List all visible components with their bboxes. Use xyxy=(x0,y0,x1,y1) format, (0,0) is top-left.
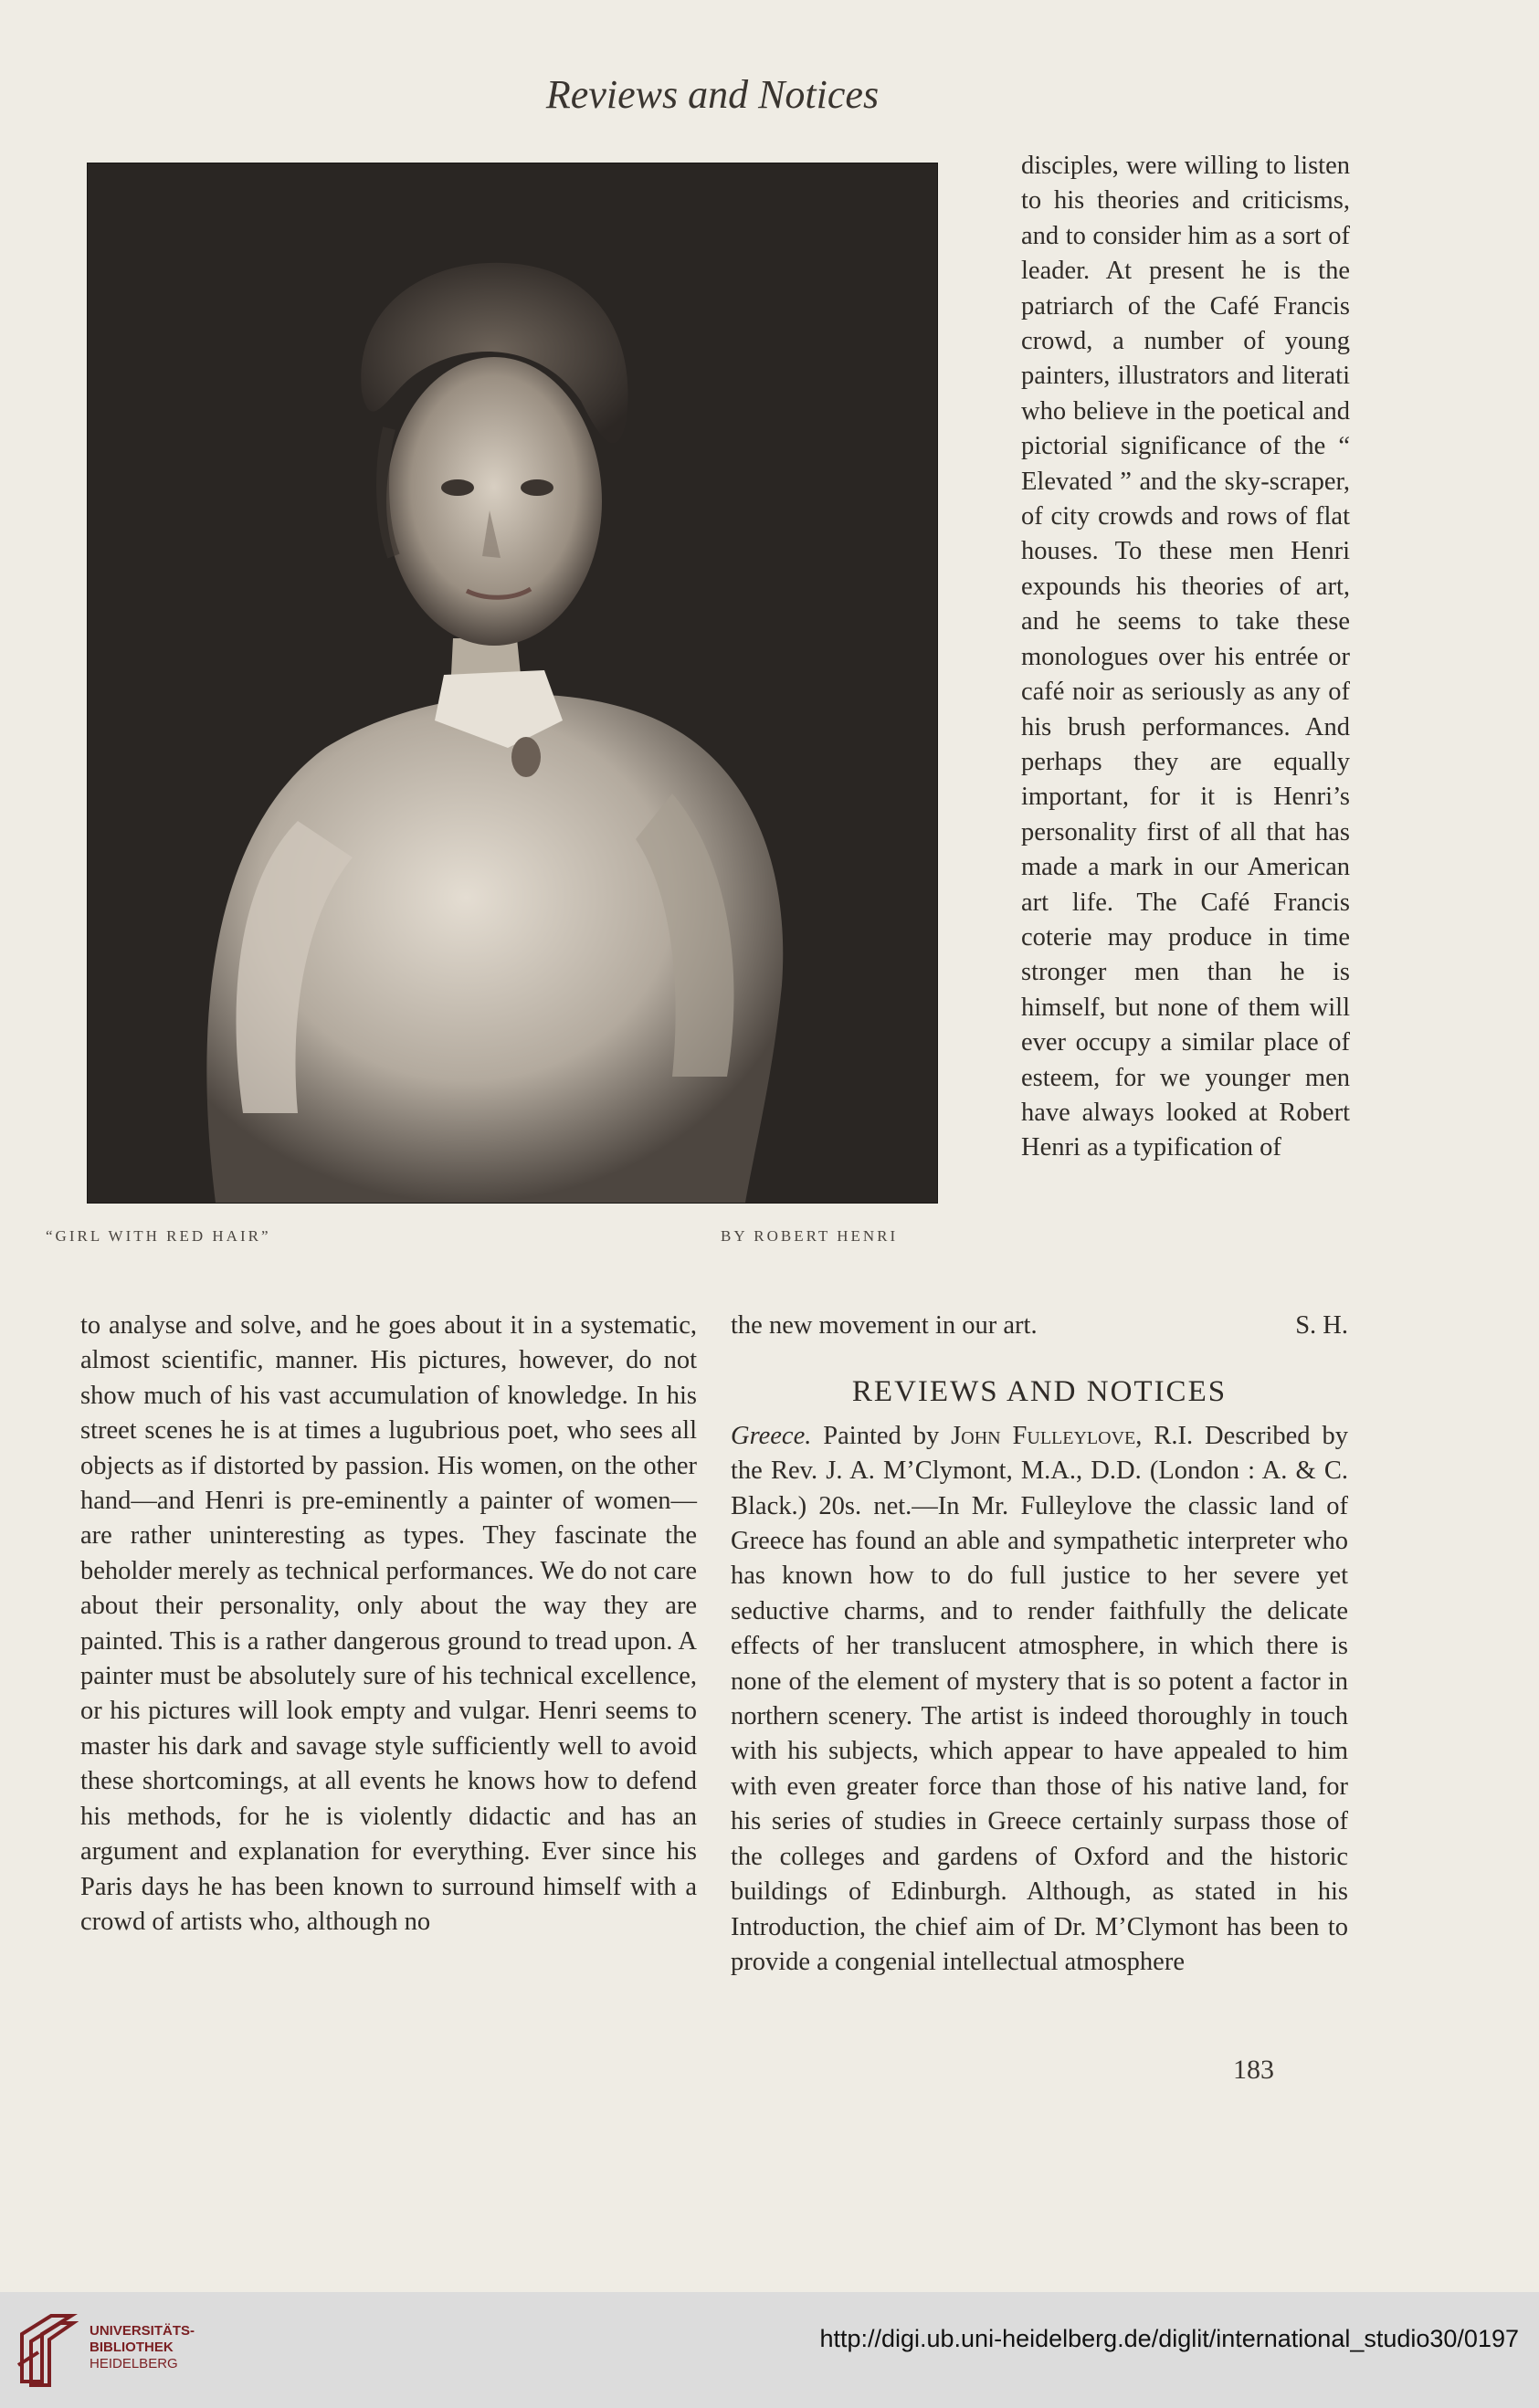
paragraph-right-top: disciples, were willing to listen to his theories and criticisms, and to consider him as a sort of leader. At present he is the patriarch of the Café Francis crowd, a number of young painters, illustrators and literati who believe in the poetical and pictorial significance of the “ Elevated ” and the sky-scraper, of city crowds and rows of flat houses. To these men Henri expounds his theories of art, and he seems to take these monologues over his entrée or café noir as seriously as any of his brush performances. And perhaps they are equally important, for it is Henri’s personality first of all that has made a mark in our American art life. The Café Francis coterie may produce in time stronger men than he is himself, but none of them will ever occupy a similar place of esteem, for we younger men have always looked at Robert Henri as a typification of xyxy=(1021,152,1350,1162)
digitization-footer xyxy=(0,2292,1539,2408)
left-column xyxy=(80,1309,697,1940)
portrait-plate xyxy=(87,163,938,1204)
paragraph-left: to analyse and solve, and he goes about it in a systematic, almost scientific, manner. His pictures, however, do not show much of his vast accumulation of knowledge. In his street scenes he is at times a lugubrious poet, who sees all objects as if distorted by passion. His women, on the other hand—and Henri is pre-eminently a painter of women—are rather uninteresting as types. They fascinate the beholder merely as technical performances. We do not care about their personality, only about the way they are painted. This is a rather dangerous ground to tread upon. A painter must be absolutely sure of his technical excellence, or his pictures will look empty and vulgar. Henri seems to master his dark and savage style sufficiently well to avoid these shortcomings, at all events he knows how to defend his methods, for he is violently didactic and has an argument and explanation for everything. Ever since his Paris days he has been known to surround himself with a crowd of artists who, although no xyxy=(80,1311,697,1936)
review-title: Greece. xyxy=(731,1421,812,1450)
library-name xyxy=(90,2323,195,2372)
review-paragraph xyxy=(731,1419,1348,1981)
library-name-line2: BIBLIOTHEK xyxy=(90,2340,174,2355)
library-name-line1: UNIVERSITÄTS- xyxy=(90,2323,195,2339)
closing-line xyxy=(731,1309,1348,1343)
closing-text: the new movement in our art. xyxy=(731,1311,1038,1340)
review-lead: Painted by xyxy=(811,1421,952,1450)
library-logo-icon xyxy=(15,2310,79,2389)
plate-caption-artist: BY ROBERT HENRI xyxy=(721,1227,899,1245)
library-name-line3: HEIDELBERG xyxy=(90,2356,178,2371)
source-url-link[interactable]: http://digi.ub.uni-heidelberg.de/diglit/international_studio30/0197 xyxy=(819,2325,1519,2352)
portrait-image xyxy=(88,163,937,1203)
painter-name: John Fulleylove xyxy=(951,1421,1136,1450)
right-column-top xyxy=(1021,149,1350,1166)
review-body: , R.I. Described by the Rev. J. A. M’Clymont, M.A., D.D. (London : A. & C. Black.) 20s. net.—In Mr. Fulleylove the classic land of Greece has found an able and sympathetic interpreter who has known how to do full justice to her severe yet seductive charms, and to render faithfully the delicate effects of her translucent atmosphere, in which there is none of the element of mystery that is so potent a factor in northern scenery. The artist is indeed thoroughly in touch with his subjects, which appear to have appealed to him with even greater force than those of his native land, for his series of studies in Greece certainly surpass those of the colleges and gardens of Oxford and the historic buildings of Edinburgh. Although, as stated in his Introduction, the chief aim of Dr. M’Clymont has been to provide a congenial intellectual atmosphere xyxy=(731,1421,1348,1976)
section-heading: REVIEWS AND NOTICES xyxy=(851,1375,1228,1409)
right-column-bottom xyxy=(731,1309,1348,1980)
running-head: Reviews and Notices xyxy=(545,72,880,117)
page-number: 183 xyxy=(1233,2055,1274,2085)
plate-caption-title: “GIRL WITH RED HAIR” xyxy=(46,1227,271,1245)
author-signature: S. H. xyxy=(1295,1311,1348,1340)
